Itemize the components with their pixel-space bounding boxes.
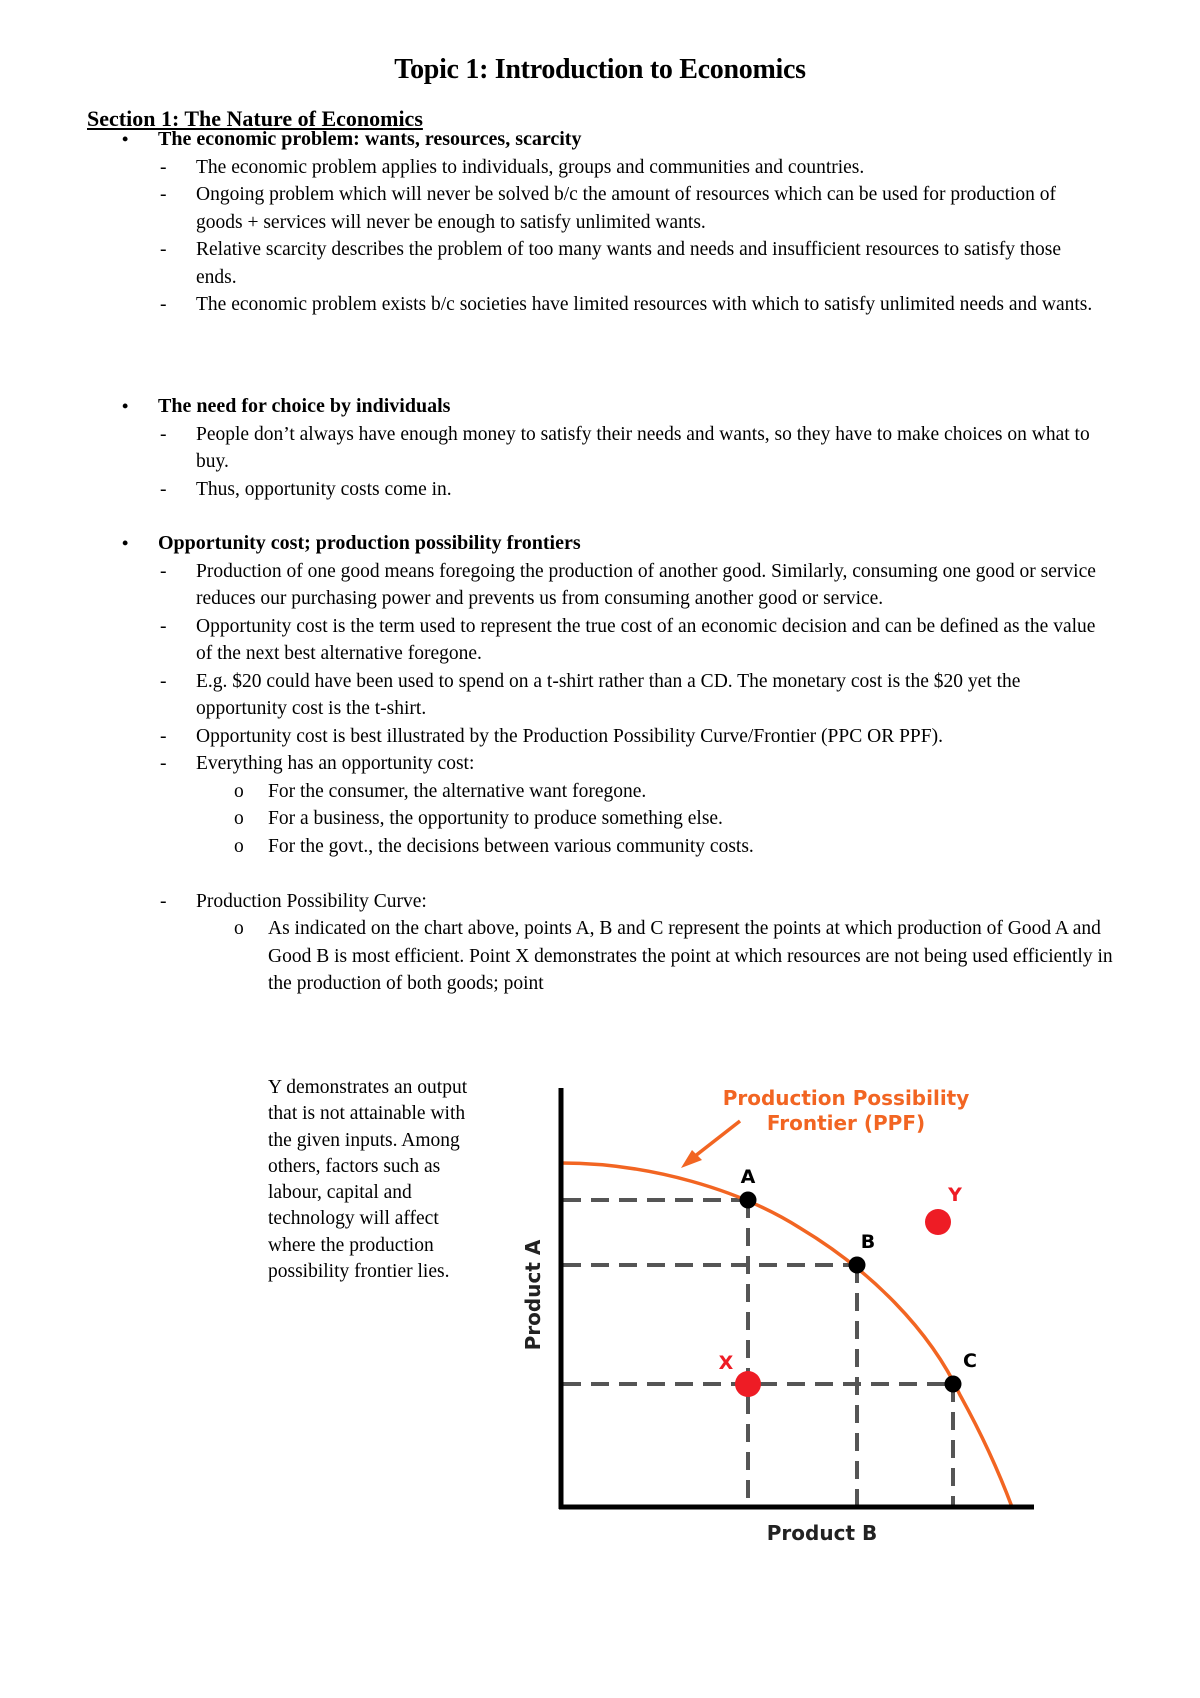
circle-bullet-icon: o [234,780,244,802]
ppf-chart [500,1060,1100,1580]
sub-list-item: o For a business, the opportunity to produce something else. [0,805,1200,833]
label-b: B [860,1231,876,1253]
list-item: - Production Possibility Curve: [0,888,1200,916]
dash-icon: - [160,239,167,260]
circle-bullet-icon: o [234,918,244,939]
dash-icon: - [160,423,167,445]
point-y [925,1209,951,1235]
bullet-icon: • [122,396,129,416]
dash-icon: - [160,184,167,205]
dash-icon: - [160,478,167,500]
list-item: - Opportunity cost is the term used to represent the true cost of an economic decision and can be defined as the value of the next best alternative foregone. [0,613,1200,668]
ppc-wrap-text: Y demonstrates an output that is not attainable with the given inputs. Among others, factors such as labour, capital and technology will affect where the production possibility frontier lies. [268,1077,468,1283]
list-item: - Everything has an opportunity cost: [0,750,1200,778]
list-item: - The economic problem exists b/c societies have limited resources with which to satisfy unlimited needs and wants. [0,291,1200,319]
list-item: - People don’t always have enough money to satisfy their needs and wants, so they have to make choices on what to buy. [0,421,1200,476]
point-b [849,1257,866,1274]
x-axis-label: Product B [766,1521,878,1545]
section-heading: Section 1: The Nature of Economics [87,106,423,131]
topic-opportunity-cost [0,530,1200,998]
chart-title-line2: Frontier (PPF) [766,1111,926,1135]
point-a [740,1192,757,1209]
label-y: Y [948,1184,962,1206]
dash-icon: - [160,890,167,912]
list-item: - Production of one good means foregoing the production of another good. Similarly, consuming one good or service reduces our purchasing power and prevents us from consuming another good or service. [0,558,1200,613]
y-axis-label: Product A [521,1239,545,1351]
topic-heading: • The economic problem: wants, resources, scarcity [0,126,1200,154]
list-item: - E.g. $20 could have been used to spend on a t-shirt rather than a CD. The monetary cost is the $20 yet the opportunity cost is the t-shirt. [0,668,1200,723]
point-c [945,1376,962,1393]
dash-icon: - [160,670,167,692]
ppf-arrow-icon [681,1121,740,1168]
topic-need-for-choice [0,393,1200,503]
list-item: - Ongoing problem which will never be solved b/c the amount of resources which can be used for production of goods + services will never be enough to satisfy unlimited wants. [0,181,1200,236]
list-item: - Relative scarcity describes the problem of too many wants and needs and insufficient resources to satisfy those ends. [0,236,1200,291]
list-item: - Thus, opportunity costs come in. [0,476,1200,504]
point-x [735,1371,761,1397]
list-item: - Opportunity cost is best illustrated by the Production Possibility Curve/Frontier (PPC OR PPF). [0,723,1200,751]
sub-list-item: o As indicated on the chart above, points A, B and C represent the points at which production of Good A and Good B is most efficient. Point X demonstrates the point at which resources are not being used efficiently in the production of both goods; point [0,915,1200,998]
topic-heading: • Opportunity cost; production possibility frontiers [0,530,1200,558]
dash-icon: - [160,725,167,747]
topic-economic-problem [0,126,1200,319]
dash-icon: - [160,560,167,582]
guide-lines [563,1200,953,1505]
label-c: C [963,1350,977,1372]
list-item: - The economic problem applies to individuals, groups and communities and countries. [0,154,1200,182]
dash-icon: - [160,156,167,178]
circle-bullet-icon: o [234,835,244,857]
bullet-icon: • [122,129,129,149]
page-title: Topic 1: Introduction to Economics [394,54,806,85]
dash-icon: - [160,753,167,774]
chart-title-line1: Production Possibility [722,1086,970,1110]
dash-icon: - [160,615,167,637]
bullet-icon: • [122,533,129,553]
topic-heading: • The need for choice by individuals [0,393,1200,421]
dash-icon: - [160,294,167,315]
label-a: A [740,1166,756,1188]
label-x: X [718,1352,734,1374]
sub-list-item: o For the govt., the decisions between various community costs. [0,833,1200,861]
sub-list-item: o For the consumer, the alternative want foregone. [0,778,1200,806]
circle-bullet-icon: o [234,808,244,829]
